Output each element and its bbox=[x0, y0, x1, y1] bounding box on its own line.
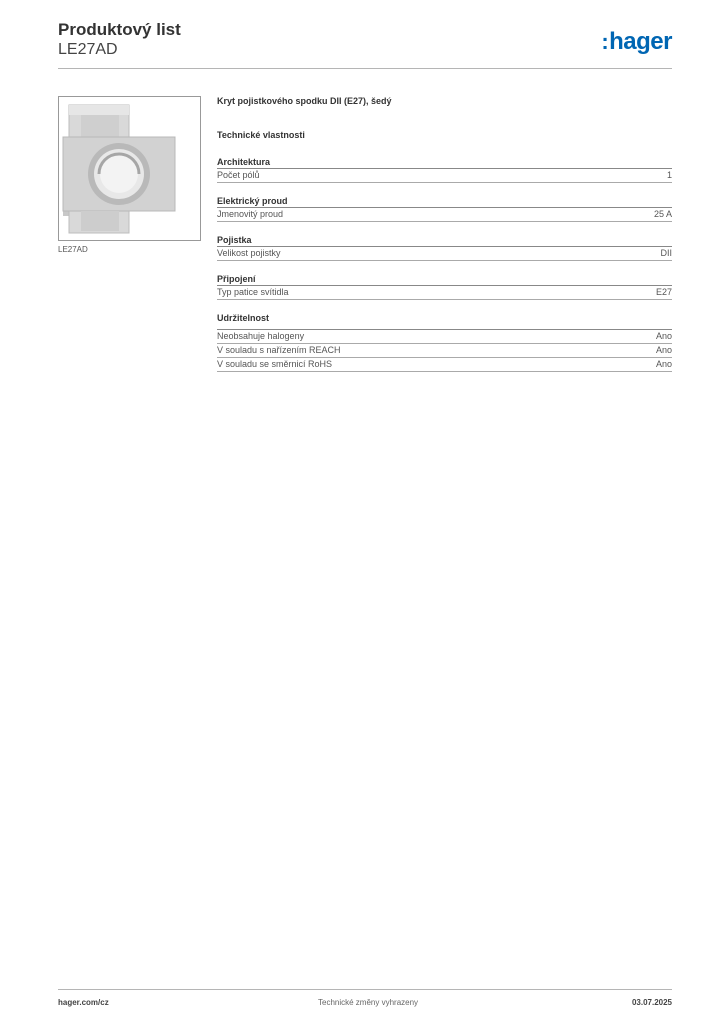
spec-row bbox=[217, 330, 672, 344]
spec-label: Počet pólů bbox=[217, 170, 260, 180]
spec-label: Neobsahuje halogeny bbox=[217, 331, 305, 341]
spec-row bbox=[217, 169, 672, 183]
spec-group-pojistka bbox=[217, 234, 672, 261]
group-heading: Architektura bbox=[217, 156, 672, 169]
group-heading: Pojistka bbox=[217, 234, 672, 247]
spec-row bbox=[217, 358, 672, 372]
group-heading: Elektrický proud bbox=[217, 195, 672, 208]
spec-value: 1 bbox=[666, 170, 672, 180]
spec-label: Typ patice svítidla bbox=[217, 287, 289, 297]
header-divider bbox=[58, 68, 672, 69]
spec-row bbox=[217, 344, 672, 358]
product-code: LE27AD bbox=[58, 41, 118, 58]
spec-value: E27 bbox=[655, 287, 672, 297]
spec-value: Ano bbox=[655, 331, 672, 341]
footer-note: Technické změny vyhrazeny bbox=[318, 998, 419, 1007]
image-caption: LE27AD bbox=[58, 245, 88, 254]
spec-group-pripojeni bbox=[217, 273, 672, 300]
group-heading: Udržitelnost bbox=[217, 313, 270, 323]
hager-logo: :hager bbox=[601, 28, 672, 55]
footer-website-link[interactable]: hager.com/cz bbox=[58, 998, 109, 1007]
spec-group-udrzitelnost bbox=[217, 312, 672, 372]
spec-value: Ano bbox=[655, 345, 672, 355]
spec-label: Velikost pojistky bbox=[217, 248, 281, 258]
page-title: Produktový list bbox=[58, 20, 181, 39]
spec-row bbox=[217, 208, 672, 222]
footer-date: 03.07.2025 bbox=[631, 998, 672, 1007]
page-header bbox=[58, 20, 672, 70]
spec-group-elektricky-proud bbox=[217, 195, 672, 222]
spec-content bbox=[217, 96, 672, 372]
spec-label: V souladu s nařízením REACH bbox=[217, 345, 341, 355]
spec-row bbox=[217, 286, 672, 300]
spec-label: Jmenovitý proud bbox=[217, 209, 284, 219]
footer-divider bbox=[58, 989, 672, 990]
fuse-cover-image bbox=[59, 97, 200, 240]
spec-value: DII bbox=[660, 248, 672, 258]
spec-row bbox=[217, 247, 672, 261]
spec-group-architektura bbox=[217, 156, 672, 183]
properties-title: Technické vlastnosti bbox=[217, 130, 305, 140]
spec-label: V souladu se směrnicí RoHS bbox=[217, 359, 333, 369]
product-description: Kryt pojistkového spodku DII (E27), šedý bbox=[217, 96, 392, 106]
group-heading: Připojení bbox=[217, 273, 672, 286]
spec-value: Ano bbox=[655, 359, 672, 369]
product-image bbox=[58, 96, 201, 241]
spec-value: 25 A bbox=[653, 209, 672, 219]
